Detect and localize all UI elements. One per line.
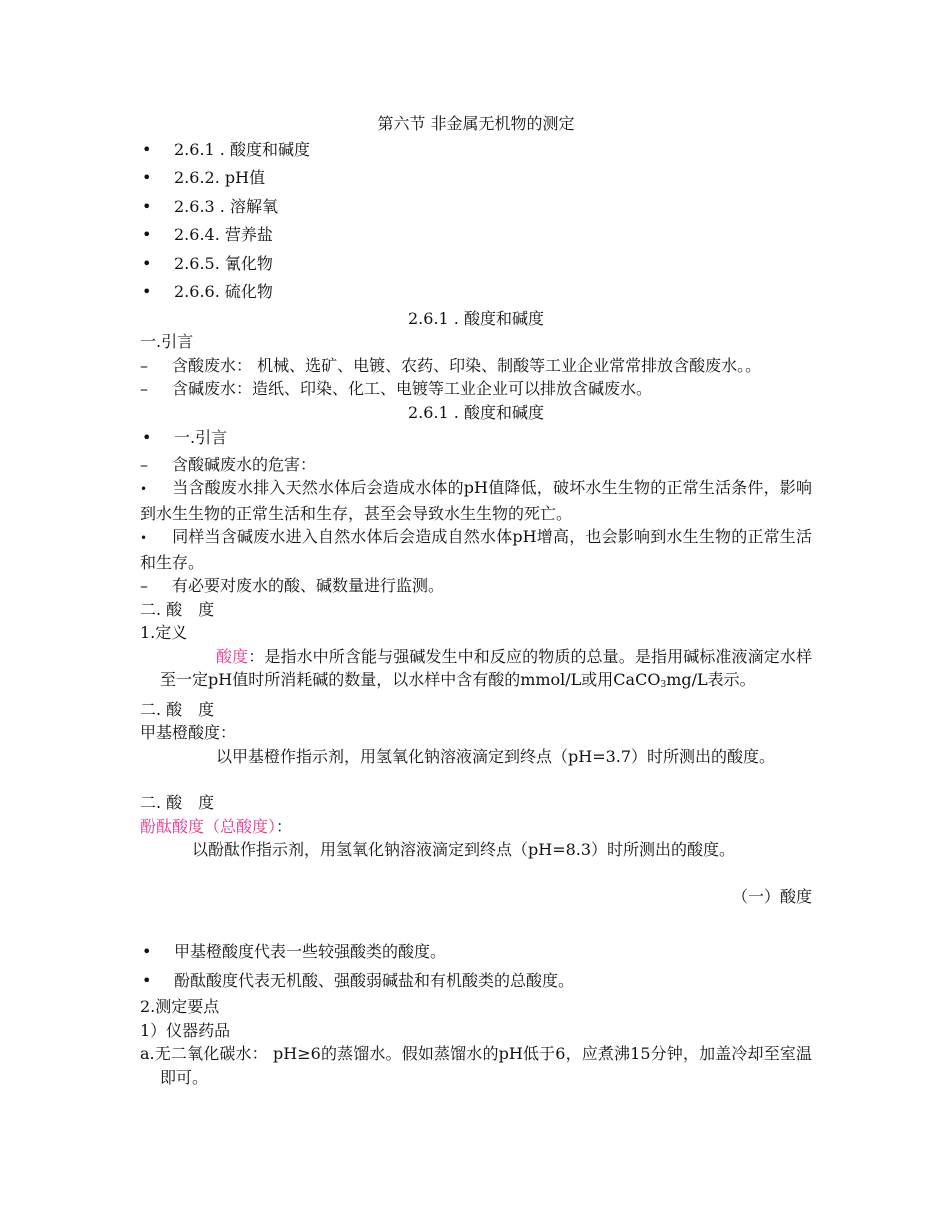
dash-icon: –	[140, 379, 148, 398]
document-page	[140, 112, 812, 1089]
dot-paragraph: • 同样当含碱废水进入自然水体后会造成自然水体pH增高，也会影响到水生生物的正常生活和生存。	[140, 527, 812, 572]
right-heading: （一）酸度	[731, 886, 812, 906]
bullet-icon: •	[142, 253, 152, 273]
bullet-icon: •	[142, 970, 152, 990]
small-bullet-icon: •	[140, 531, 148, 545]
dash-paragraph: – 含碱废水：造纸、印染、化工、电镀等工业企业可以排放含碱废水。	[140, 377, 812, 401]
bullet-icon: •	[142, 196, 152, 216]
bullet-icon: •	[142, 428, 152, 447]
definition-paragraph: 酸度：是指水中所含能与强碱发生中和反应的物质的总量。是指用碱标准液滴定水样至一定pH值时所消耗碱的数量，以水样中含有酸的mmol/L或用CaCO$_3$mg/L表示。	[160, 646, 812, 690]
bullet-icon: •	[142, 282, 152, 301]
bullet-icon: •	[142, 168, 152, 187]
toc-item: • 2.6.3 . 溶解氧	[140, 193, 812, 222]
toc-item: • 2.6.6. 硫化物	[140, 278, 812, 307]
subsection-heading: 1.定义	[140, 623, 188, 642]
dot-paragraph: • 当含酸废水排入天然水体后会造成水体的pH值降低，破坏水生生物的正常生活条件，影响到水生生物的正常生活和生存，甚至会导致水生生物的死亡。	[140, 478, 812, 523]
bullet-icon: •	[142, 942, 152, 961]
phenolphthalein-paragraph: 以酚酞作指示剂，用氢氧化钠溶液滴定到终点（pH=8.3）时所测出的酸度。	[192, 840, 736, 859]
dash-icon: –	[140, 576, 148, 595]
small-bullet-icon: •	[140, 482, 148, 496]
subsection-heading: 二. 酸 度	[140, 793, 215, 812]
section-heading: 2.6.1 . 酸度和碱度	[408, 402, 544, 422]
spacer	[140, 908, 812, 938]
item-paragraph: a.无二氧化碳水： pH≥6的蒸馏水。假如蒸馏水的pH低于6，应煮沸15分钟，加盖冷却至室温即可。	[140, 1044, 812, 1087]
dash-paragraph: – 含酸碱废水的危害：	[140, 453, 812, 477]
definition-term: 酸度	[216, 646, 249, 666]
term-label: 酚酞酸度（总酸度）：	[140, 816, 293, 836]
bullet-item: • 酚酞酸度代表无机酸、强酸弱碱盐和有机酸类的总酸度。	[140, 967, 812, 996]
toc-item: • 2.6.5. 氰化物	[140, 250, 812, 279]
section-heading: 2.6.1 . 酸度和碱度	[408, 308, 544, 328]
bullet-icon: •	[142, 139, 152, 159]
term-label: 甲基橙酸度：	[140, 723, 237, 742]
toc-item: • 2.6.4. 营养盐	[140, 221, 812, 250]
subsection-heading: 一.引言	[140, 332, 194, 351]
bullet-icon: •	[142, 225, 152, 244]
spacer	[140, 768, 812, 791]
subsection-heading: 二. 酸 度	[140, 699, 215, 719]
dash-paragraph: – 有必要对废水的酸、碱数量进行监测。	[140, 574, 812, 598]
toc-item: • 2.6.1 . 酸度和碱度	[140, 136, 812, 165]
spacer	[140, 862, 812, 885]
page-title: 第六节 非金属无机物的测定	[377, 114, 575, 133]
methyl-orange-paragraph: 以甲基橙作指示剂，用氢氧化钠溶液滴定到终点（pH=3.7）时所测出的酸度。	[216, 746, 776, 766]
bullet-item: • 甲基橙酸度代表一些较强酸类的酸度。	[140, 938, 812, 967]
subsection-heading: 1）仪器药品	[140, 1020, 231, 1040]
toc-item: • 2.6.2. pH值	[140, 164, 812, 193]
dash-icon: –	[140, 355, 148, 375]
dash-paragraph: – 含酸废水： 机械、选矿、电镀、农药、印染、制酸等工业企业常常排放含酸废水。。	[140, 354, 812, 378]
bullet-item: • 一.引言	[140, 424, 812, 453]
subsection-heading: 二. 酸 度	[140, 599, 215, 619]
dash-icon: –	[140, 454, 148, 474]
subsection-heading: 2.测定要点	[140, 997, 220, 1016]
toc-list	[140, 136, 812, 307]
